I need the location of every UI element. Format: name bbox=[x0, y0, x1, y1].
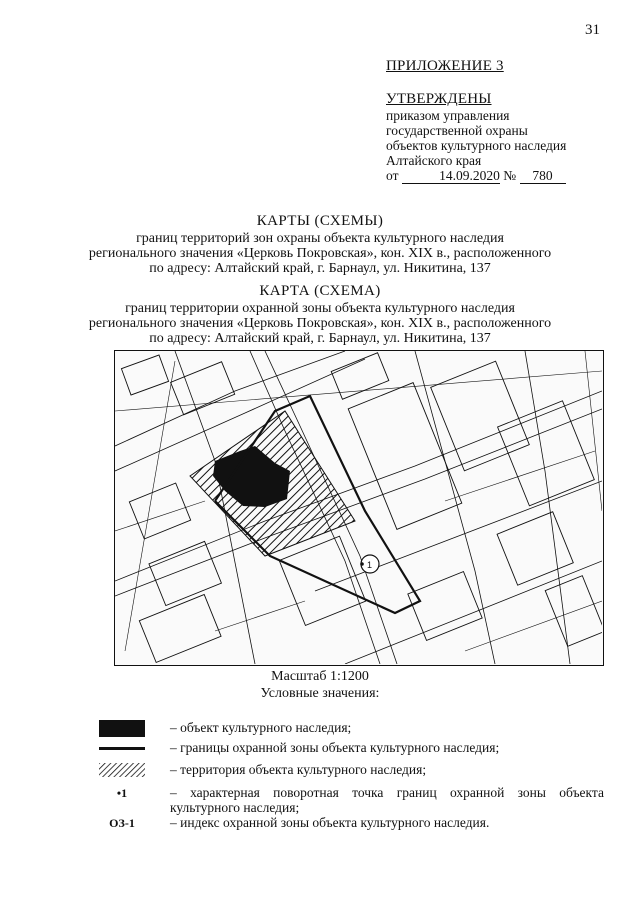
map-subtitle-line: по адресу: Алтайский край, г. Барнаул, ул. Никитина, 137 bbox=[149, 331, 491, 346]
maps-subtitle-line: по адресу: Алтайский край, г. Барнаул, ул. Никитина, 137 bbox=[149, 261, 491, 276]
maps-heading: КАРТЫ (СХЕМЫ) bbox=[256, 213, 384, 229]
map-subtitle-line: границ территории охранной зоны объекта культурного наследия bbox=[125, 301, 515, 316]
map-buildings bbox=[121, 353, 602, 663]
map-heading: КАРТА (СХЕМА) bbox=[259, 283, 381, 299]
legend-text: – характерная поворотная точка границ охранной зоны объекта культурного наследия; bbox=[170, 785, 604, 815]
legend-symbol-point: •1 bbox=[116, 785, 128, 800]
map-scale: Масштаб 1:1200 bbox=[271, 669, 369, 684]
legend-item bbox=[98, 760, 608, 780]
legend-symbol-boundary bbox=[98, 738, 146, 758]
page-number: 31 bbox=[585, 22, 600, 38]
number-field bbox=[520, 168, 566, 184]
approval-line: объектов культурного наследия bbox=[386, 138, 567, 153]
map-subtitle-line: регионального значения «Церковь Покровская», кон. XIX в., расположенного bbox=[88, 316, 552, 331]
cadastral-map bbox=[114, 350, 604, 666]
approval-block bbox=[386, 58, 616, 184]
scale-block bbox=[70, 668, 570, 702]
solid-fill-swatch bbox=[99, 720, 145, 737]
number-sign: № bbox=[503, 168, 517, 183]
approval-line: государственной охраны bbox=[386, 123, 528, 138]
legend-text: – объект культурного наследия; bbox=[170, 720, 352, 735]
map-fine-lines bbox=[115, 351, 602, 651]
maps-subtitle-line: границ территорий зон охраны объекта культурного наследия bbox=[136, 231, 504, 246]
legend-symbol-territory bbox=[98, 760, 146, 780]
approval-heading: УТВЕРЖДЕНЫ bbox=[386, 91, 492, 107]
map-base-lines bbox=[115, 351, 602, 664]
legend-text: – границы охранной зоны объекта культурного наследия; bbox=[170, 740, 500, 755]
legend-item bbox=[98, 813, 608, 833]
legend-symbol-object bbox=[98, 718, 146, 738]
date-value: 14.09.2020 bbox=[439, 168, 500, 183]
hatch-swatch bbox=[99, 763, 145, 777]
map-title-block bbox=[70, 284, 570, 346]
turning-point-dot bbox=[360, 562, 364, 566]
legend-item bbox=[98, 718, 608, 738]
approval-line: Алтайского края bbox=[386, 153, 482, 168]
legend-title: Условные значения: bbox=[260, 686, 380, 701]
legend-text: – территория объекта культурного наследия; bbox=[170, 762, 427, 777]
approval-date-line bbox=[386, 168, 616, 184]
date-field bbox=[402, 168, 500, 184]
date-prefix: от bbox=[386, 168, 399, 183]
legend-text: – индекс охранной зоны объекта культурного наследия. bbox=[170, 815, 490, 830]
number-value: 780 bbox=[532, 168, 553, 183]
maps-subtitle-line: регионального значения «Церковь Покровская», кон. XIX в., расположенного bbox=[88, 246, 552, 261]
turning-point-label: 1 bbox=[367, 560, 373, 570]
legend-symbol-index: ОЗ-1 bbox=[109, 815, 135, 830]
appendix-title: ПРИЛОЖЕНИЕ 3 bbox=[386, 58, 504, 74]
legend-item bbox=[98, 783, 608, 815]
maps-title-block bbox=[70, 214, 570, 276]
line-swatch bbox=[99, 747, 145, 750]
map-drawing bbox=[115, 351, 602, 664]
legend-item bbox=[98, 738, 608, 758]
approval-line: приказом управления bbox=[386, 108, 510, 123]
